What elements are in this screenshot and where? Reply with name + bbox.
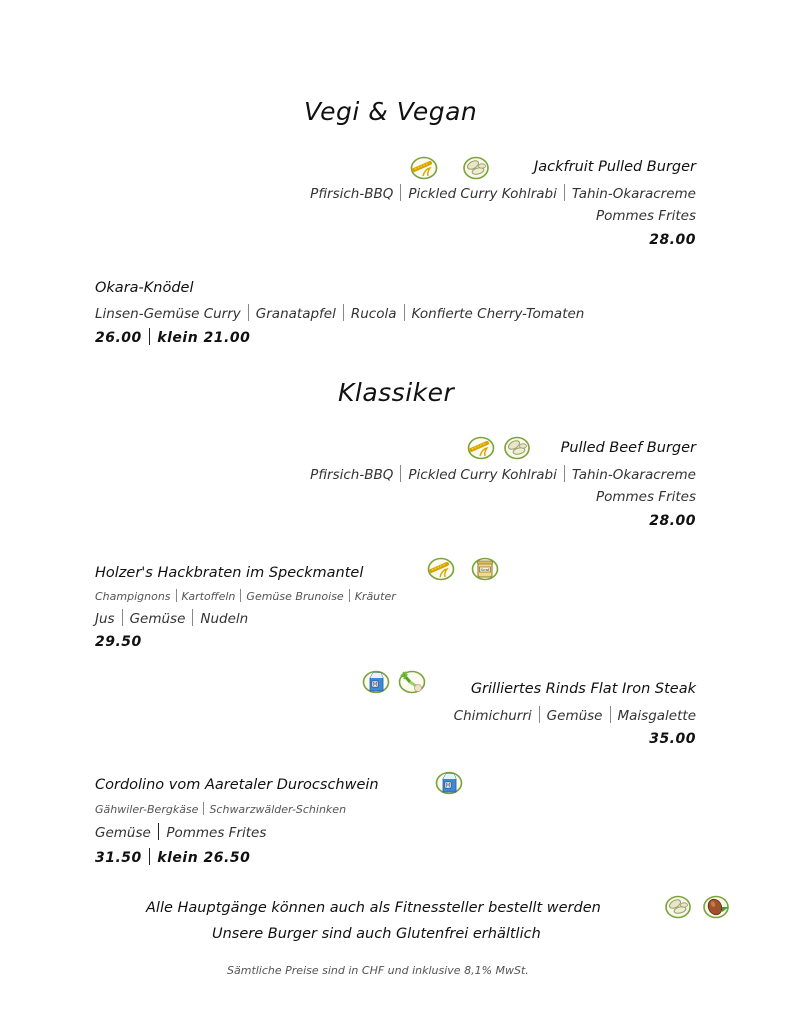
dish-sides: Pommes Frites xyxy=(595,208,696,224)
wheat-gluten-icon xyxy=(427,557,455,581)
desc-part: Jus xyxy=(95,611,115,627)
footer-price-note: Sämtliche Preise sind in CHF und inklusive 8,1% MwSt. xyxy=(227,964,529,977)
price-small: klein 26.50 xyxy=(157,850,251,866)
separator xyxy=(203,802,204,815)
dish-description xyxy=(95,609,248,627)
desc-part: Gemüse xyxy=(129,611,186,627)
dish-name: Jackfruit Pulled Burger xyxy=(533,159,696,175)
separator xyxy=(404,304,405,321)
dish-description xyxy=(454,706,696,724)
desc-part: Pickled Curry Kohlrabi xyxy=(408,467,557,483)
desc-part: Rucola xyxy=(350,306,397,322)
section-title-klassiker: Klassiker xyxy=(338,378,455,407)
separator xyxy=(176,589,177,602)
dish-description xyxy=(95,823,266,841)
seeds-icon xyxy=(462,156,490,180)
dish-price: 29.50 xyxy=(95,634,142,650)
dish-price xyxy=(95,848,250,866)
desc-part: Gemüse xyxy=(95,825,151,841)
price-regular: 31.50 xyxy=(95,850,142,866)
dish-sides: Pommes Frites xyxy=(595,489,696,505)
desc-part: Kartoffeln xyxy=(181,590,236,603)
celery-icon xyxy=(398,670,426,694)
dish-name: Cordolino vom Aaretaler Durocschwein xyxy=(95,777,379,793)
separator xyxy=(610,706,611,723)
section-title-vegi-vegan: Vegi & Vegan xyxy=(304,97,478,126)
dish-name: Pulled Beef Burger xyxy=(560,440,696,456)
desc-part: Champignons xyxy=(95,590,171,603)
dish-price: 28.00 xyxy=(649,513,696,529)
desc-part: Granatapfel xyxy=(255,306,336,322)
desc-part: Konfierte Cherry-Tomaten xyxy=(411,306,585,322)
note-fitnessteller: Alle Hauptgänge können auch als Fitnessteller bestellt werden xyxy=(146,900,601,916)
desc-part: Schwarzwälder-Schinken xyxy=(209,803,347,816)
desc-part: Pfirsich-BBQ xyxy=(310,467,394,483)
desc-part: Tahin-Okaracreme xyxy=(571,467,696,483)
dish-price: 28.00 xyxy=(649,232,696,248)
dish-name: Grilliertes Rinds Flat Iron Steak xyxy=(470,681,696,697)
dish-description xyxy=(95,304,584,322)
price-regular: 26.00 xyxy=(95,330,142,346)
desc-part: Gemüse Brunoise xyxy=(246,590,344,603)
seeds-icon xyxy=(664,895,692,919)
separator xyxy=(343,304,344,321)
separator xyxy=(349,589,350,602)
desc-part: Linsen-Gemüse Curry xyxy=(95,306,241,322)
wheat-gluten-icon xyxy=(410,156,438,180)
dish-price: 35.00 xyxy=(649,731,696,747)
price-small: klein 21.00 xyxy=(157,330,251,346)
dish-name: Okara-Knödel xyxy=(95,280,194,296)
desc-part: Chimichurri xyxy=(453,708,532,724)
desc-part: Pommes Frites xyxy=(166,825,267,841)
milk-icon xyxy=(435,771,463,795)
separator xyxy=(122,609,123,626)
dish-description-small xyxy=(95,589,396,603)
nut-icon xyxy=(702,895,730,919)
separator xyxy=(149,848,151,865)
desc-part: Kräuter xyxy=(354,590,396,603)
dish-name: Holzer's Hackbraten im Speckmantel xyxy=(95,565,364,581)
desc-part: Gähwiler-Bergkäse xyxy=(95,803,199,816)
dish-description xyxy=(310,184,696,202)
separator xyxy=(248,304,249,321)
desc-part: Maisgalette xyxy=(617,708,696,724)
milk-icon xyxy=(362,670,390,694)
separator xyxy=(400,184,401,201)
separator xyxy=(192,609,193,626)
dish-price xyxy=(95,328,250,346)
separator xyxy=(158,823,160,840)
dish-description xyxy=(310,465,696,483)
separator xyxy=(564,184,565,201)
desc-part: Gemüse xyxy=(546,708,603,724)
desc-part: Pickled Curry Kohlrabi xyxy=(408,186,557,202)
separator xyxy=(539,706,540,723)
separator xyxy=(564,465,565,482)
separator xyxy=(240,589,241,602)
separator xyxy=(149,328,151,345)
seeds-icon xyxy=(503,436,531,460)
wheat-gluten-icon xyxy=(467,436,495,460)
desc-part: Nudeln xyxy=(200,611,249,627)
note-glutenfrei: Unsere Burger sind auch Glutenfrei erhältlich xyxy=(212,926,541,942)
dish-description-small xyxy=(95,802,346,816)
separator xyxy=(400,465,401,482)
desc-part: Pfirsich-BBQ xyxy=(310,186,394,202)
mustard-icon xyxy=(471,557,499,581)
desc-part: Tahin-Okaracreme xyxy=(571,186,696,202)
